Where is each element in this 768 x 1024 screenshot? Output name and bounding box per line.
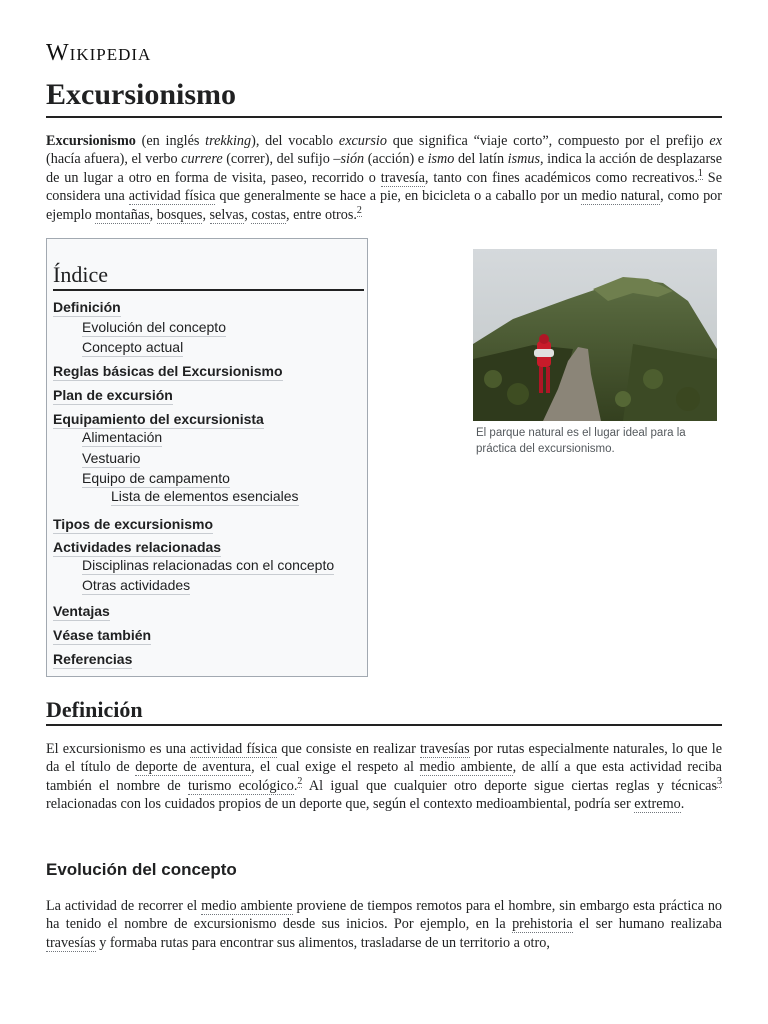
- intro-paragraph: Excursionismo (en inglés trekking), del vocablo excursio que significa “viaje corto”, compuesto por el prefijo ex (hacía afuera), el verbo currere (correr), del sufijo –sión (acción) e ismo del latín ismus, indica la acción de desplazarse de un lugar a otro en forma de visita, paseo, recorrido o travesía, tanto con fines académicos como recreativos.$^1$ Se considera una actividad física que generalmente se hace a pie, en bicicleta o a caballo por un medio natural, como por ejemplo montañas, bosques, selvas, costas, entre otros.$^2$: [46, 133, 723, 223]
- page-title: Excursionismo: [46, 76, 722, 118]
- site-logo[interactable]: Wikipedia: [46, 40, 152, 66]
- link-travesias[interactable]: travesías: [419, 741, 470, 757]
- link-prehistoria[interactable]: prehistoria: [512, 916, 573, 933]
- toc-title: Índice: [53, 261, 364, 291]
- link-actividad-fisica[interactable]: actividad física: [128, 188, 216, 205]
- table-of-contents: [46, 238, 368, 677]
- link-turismo-ecologico[interactable]: turismo ecológico: [187, 777, 294, 794]
- link-actividad-fisica-2[interactable]: actividad física: [190, 741, 278, 757]
- toc-item-plan[interactable]: Plan de excursión: [53, 387, 173, 403]
- toc-item-lista-elementos[interactable]: Lista de elementos esenciales: [111, 488, 299, 504]
- toc-item-otras[interactable]: Otras actividades: [82, 577, 191, 593]
- link-costas[interactable]: costas: [251, 206, 286, 223]
- figure-caption: El parque natural es el lugar ideal para la práctica del excursionismo.: [476, 427, 686, 455]
- toc-item-referencias[interactable]: Referencias: [53, 651, 133, 667]
- definicion-paragraph: El excursionismo es una actividad física que consiste en realizar travesías por rutas especialmente naturales, lo que le da el título de deporte de aventura, el cual exige el respeto al medio ambiente, de allí a que esta actividad reciba también el nombre de turismo ecológico.$^2$ Al igual que cualquier otro deporte sigue ciertas reglas y técnicas$^3$ relacionadas con los cuidados propios de un deporte que, según el contexto medioambiental, podría ser extremo.: [46, 741, 722, 813]
- ref-1[interactable]: 1: [697, 168, 703, 180]
- toc-item-concepto-actual[interactable]: Concepto actual: [82, 339, 184, 355]
- toc-item-equipamiento[interactable]: Equipamiento del excursionista: [53, 411, 264, 427]
- link-montanas[interactable]: montañas: [95, 206, 150, 223]
- ref-2[interactable]: 2: [356, 204, 362, 216]
- toc-item-equipo-campamento[interactable]: Equipo de campamento: [82, 470, 230, 486]
- toc-item-alimentacion[interactable]: Alimentación: [82, 429, 163, 445]
- link-medio-ambiente-2[interactable]: medio ambiente: [201, 898, 293, 914]
- link-extremo[interactable]: extremo: [634, 796, 681, 813]
- link-medio-ambiente[interactable]: medio ambiente: [419, 759, 513, 776]
- toc-item-evolucion[interactable]: Evolución del concepto: [82, 319, 226, 335]
- toc-item-reglas[interactable]: Reglas básicas del Excursionismo: [53, 363, 283, 379]
- toc-item-ventajas[interactable]: Ventajas: [53, 603, 110, 619]
- link-deporte-aventura[interactable]: deporte de aventura: [135, 759, 252, 776]
- ref-2b[interactable]: 2: [297, 776, 303, 788]
- link-bosques[interactable]: bosques: [156, 206, 203, 223]
- toc-item-tipos[interactable]: Tipos de excursionismo: [53, 516, 214, 532]
- section-heading-definicion: Definición: [46, 696, 722, 726]
- toc-item-vestuario[interactable]: Vestuario: [82, 450, 141, 466]
- evolucion-paragraph: La actividad de recorrer el medio ambiente proviene de tiempos remotos para el hombre, sin embargo esta práctica no ha tenido el nombre de excursionismo desde sus inicios. Por ejemplo, en la prehistoria el ser humano realizaba travesías y formaba rutas para encontrar sus alimentos, trasladarse de un territorio a otro,: [46, 898, 723, 951]
- intro-term: Excursionismo: [46, 133, 136, 149]
- toc-item-definicion[interactable]: Definición: [53, 299, 121, 315]
- figure: [473, 249, 717, 457]
- link-medio-natural[interactable]: medio natural: [581, 188, 661, 205]
- link-travesias-2[interactable]: travesías: [46, 934, 96, 951]
- toc-item-disciplinas[interactable]: Disciplinas relacionadas con el concepto: [82, 557, 335, 573]
- hiker-photo[interactable]: [473, 249, 717, 421]
- link-travesia[interactable]: travesía: [380, 169, 425, 186]
- subsection-heading-evolucion: Evolución del concepto: [46, 860, 237, 879]
- link-selvas[interactable]: selvas: [209, 206, 245, 223]
- ref-3[interactable]: 3: [717, 776, 722, 788]
- toc-item-vease[interactable]: Véase también: [53, 627, 152, 643]
- toc-item-actividades[interactable]: Actividades relacionadas: [53, 539, 222, 555]
